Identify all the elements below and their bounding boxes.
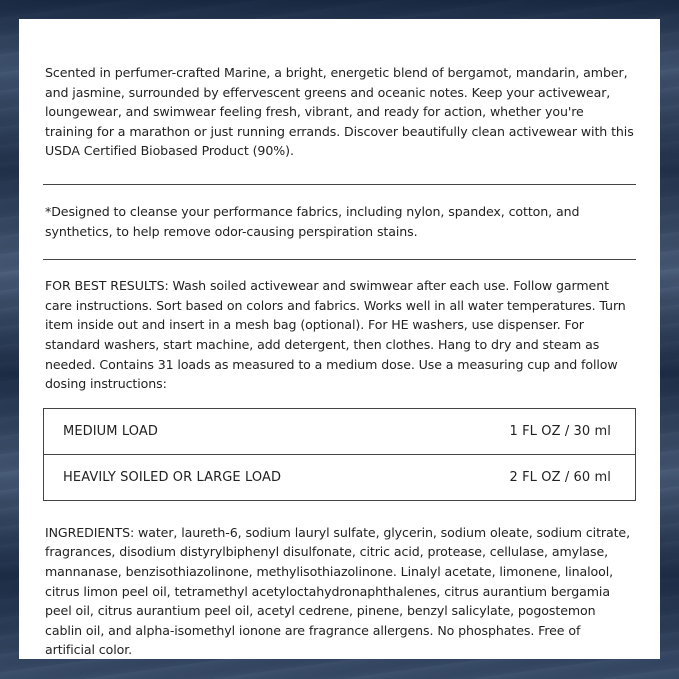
divider-2: [43, 259, 636, 260]
divider-1: [43, 184, 636, 185]
dose-amount: 2 FL OZ / 60 ml: [509, 469, 611, 485]
best-results-paragraph: FOR BEST RESULTS: Wash soiled activewear and swimwear after each use. Follow garment care instructions. Sort based on colors and fabrics. Works well in all water temperatures. Turn item inside out and insert in a mesh bag (optional). For HE washers, use dispenser. For standard washers, start machine, add detergent, then clothes. Hang to dry and steam as needed. Contains 31 loads as measured to a medium dose. Use a measuring cup and follow dosing instructions:: [45, 278, 626, 392]
dosing-row-heavy: [44, 454, 635, 500]
footnote-paragraph: *Designed to cleanse your performance fabrics, including nylon, spandex, cotton, and synthetics, to help remove odor-causing perspiration stains.: [45, 203, 580, 239]
load-label: HEAVILY SOILED OR LARGE LOAD: [63, 469, 282, 485]
ingredients-paragraph: INGREDIENTS: water, laureth-6, sodium lauryl sulfate, glycerin, sodium oleate, sodium citrate, fragrances, disodium distyrylbiphenyl disulfonate, citric acid, protease, cellulase, amylase, mannanase, benzisothiazolinone, methylisothiazolinone. Linalyl acetate, limonene, linalool, citrus limon peel oil, tetramethyl acetyloctahydronaphthalenes, citrus aurantium bergamia peel oil, citrus aurantium peel oil, acetyl cedrene, pinene, benzyl salicylate, pogostemon cablin oil, and alpha-isomethyl ionone are fragrance allergens. No phosphates. Free of artificial color.: [45, 524, 630, 658]
product-info-card: [19, 19, 660, 659]
dosing-table: [43, 408, 636, 501]
dose-amount: 1 FL OZ / 30 ml: [509, 423, 611, 439]
intro-paragraph: Scented in perfumer-crafted Marine, a bright, energetic blend of bergamot, mandarin, amber, and jasmine, surrounded by effervescent greens and oceanic notes. Keep your activewear, loungewear, and swimwear feeling fresh, vibrant, and ready for action, whether you're training for a marathon or just running errands. Discover beautifully clean activewear with this USDA Certified Biobased Product (90%).: [45, 65, 634, 159]
load-label: MEDIUM LOAD: [63, 423, 158, 439]
dosing-row-medium: [44, 409, 635, 454]
